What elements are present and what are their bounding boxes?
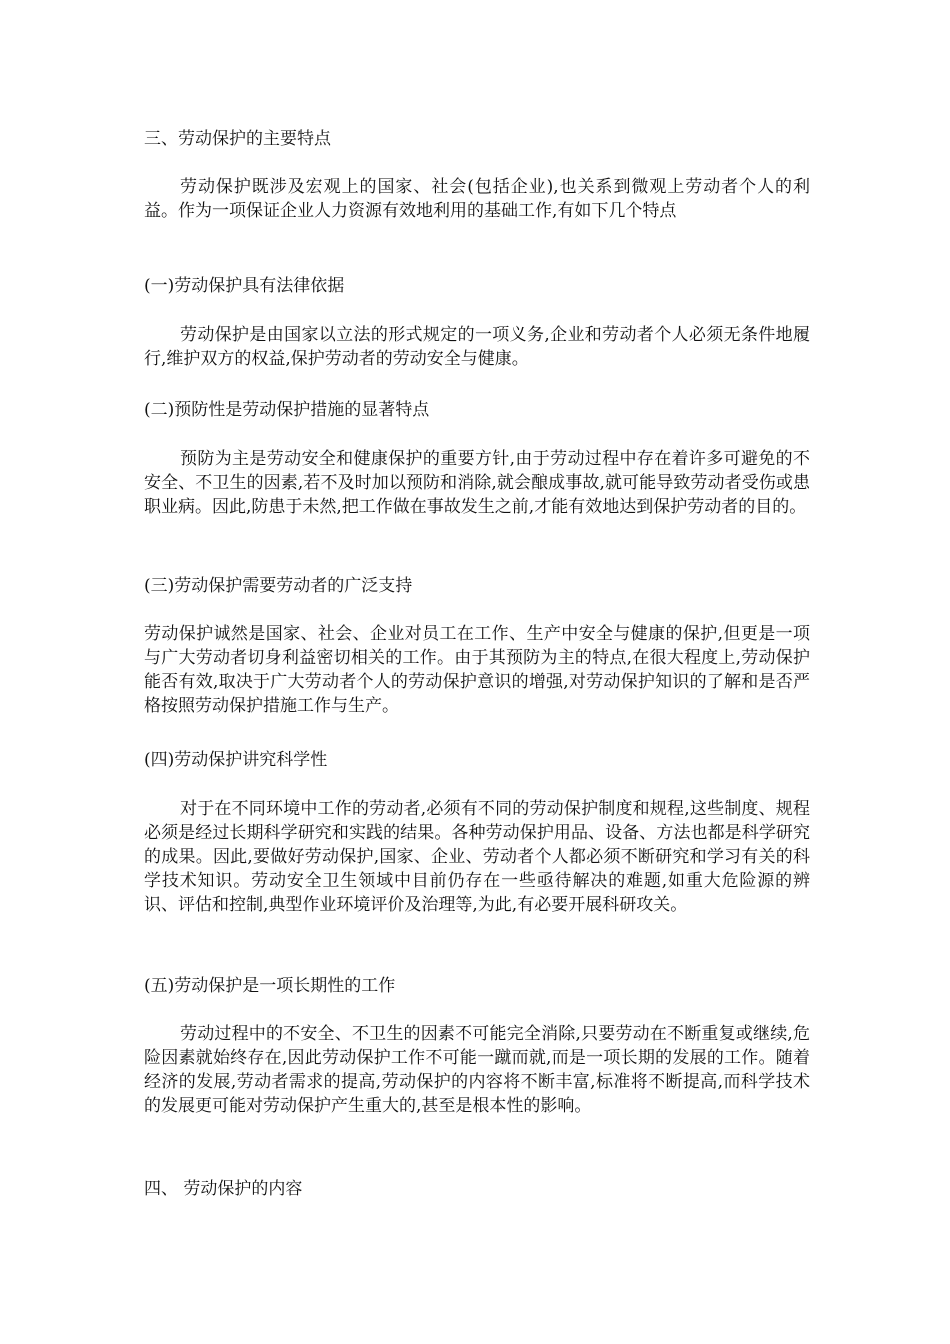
- subsection-heading-2: (二)预防性是劳动保护措施的显著特点: [144, 400, 430, 420]
- subsection-3-body: 劳动保护诚然是国家、社会、企业对员工在工作、生产中安全与健康的保护,但更是一项与广大劳动者切身利益密切相关的工作。由于其预防为主的特点,在很大程度上,劳动保护能否有效,取决于广大劳动者个人的劳动保护意识的增强,对劳动保护知识的了解和是否严格按照劳动保护措施工作与生产。: [144, 624, 810, 716]
- subsection-heading-3: (三)劳动保护需要劳动者的广泛支持: [144, 576, 413, 596]
- section-heading-3: 三、劳动保护的主要特点: [144, 129, 331, 149]
- subsection-1-body: 劳动保护是由国家以立法的形式规定的一项义务,企业和劳动者个人必须无条件地履行,维护双方的权益,保护劳动者的劳动安全与健康。: [144, 325, 810, 369]
- section-heading-4: 四、 劳动保护的内容: [144, 1179, 303, 1199]
- section-3-intro: 劳动保护既涉及宏观上的国家、社会(包括企业),也关系到微观上劳动者个人的利益。作为一项保证企业人力资源有效地利用的基础工作,有如下几个特点: [144, 177, 810, 221]
- subsection-2-body: 预防为主是劳动安全和健康保护的重要方针,由于劳动过程中存在着许多可避免的不安全、不卫生的因素,若不及时加以预防和消除,就会酿成事故,就可能导致劳动者受伤或患职业病。因此,防患于未然,把工作做在事故发生之前,才能有效地达到保护劳动者的目的。: [144, 449, 810, 517]
- subsection-4-body: 对于在不同环境中工作的劳动者,必须有不同的劳动保护制度和规程,这些制度、规程必须是经过长期科学研究和实践的结果。各种劳动保护用品、设备、方法也都是科学研究的成果。因此,要做好劳动保护,国家、企业、劳动者个人都必须不断研究和学习有关的科学技术知识。劳动安全卫生领域中目前仍存在一些亟待解决的难题,如重大危险源的辨识、评估和控制,典型作业环境评价及治理等,为此,有必要开展科研攻关。: [144, 799, 810, 915]
- subsection-heading-1: (一)劳动保护具有法律依据: [144, 276, 345, 296]
- subsection-heading-4: (四)劳动保护讲究科学性: [144, 750, 328, 770]
- subsection-heading-5: (五)劳动保护是一项长期性的工作: [144, 976, 396, 996]
- subsection-5-body: 劳动过程中的不安全、不卫生的因素不可能完全消除,只要劳动在不断重复或继续,危险因素就始终存在,因此劳动保护工作不可能一蹴而就,而是一项长期的发展的工作。随着经济的发展,劳动者需求的提高,劳动保护的内容将不断丰富,标准将不断提高,而科学技术的发展更可能对劳动保护产生重大的,甚至是根本性的影响。: [144, 1024, 810, 1116]
